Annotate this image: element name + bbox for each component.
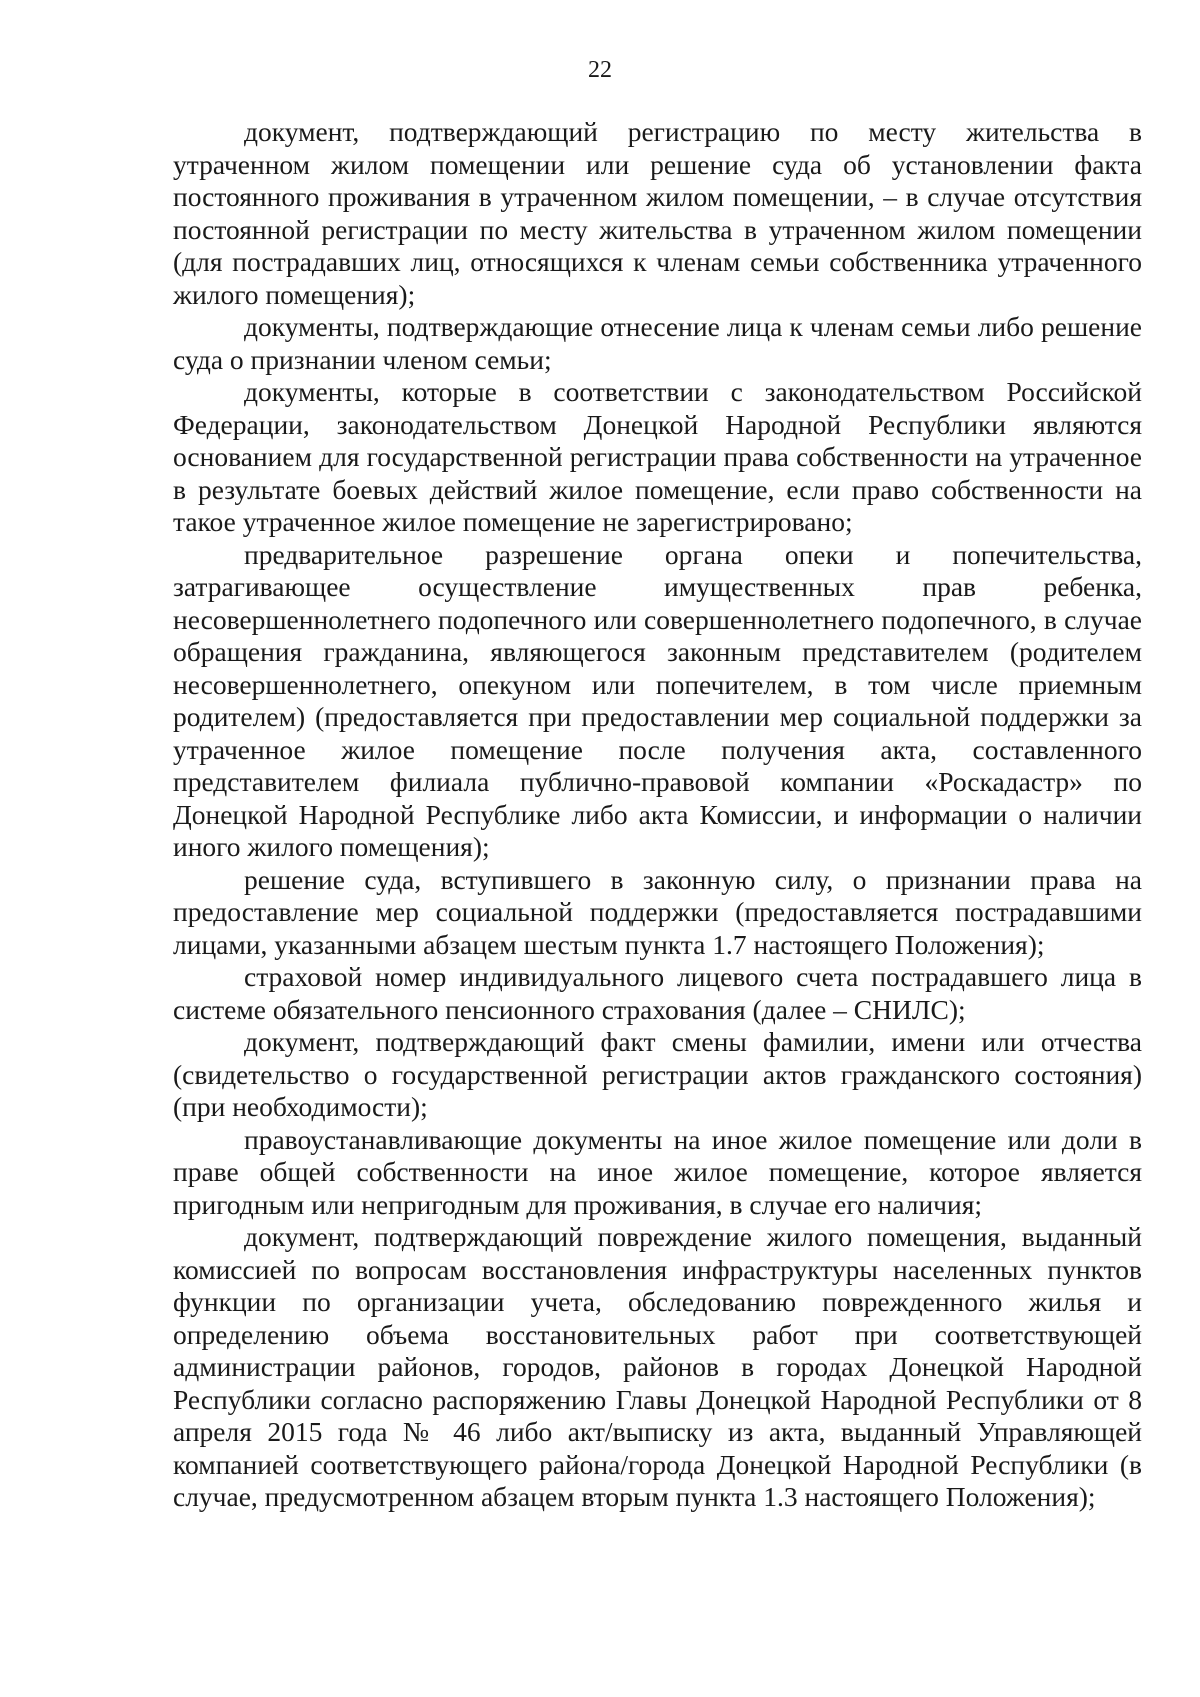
paragraph-registration-document: документ, подтверждающий регистрацию по месту жительства в утраченном жилом помещении или решение суда об установлении факта постоянного проживания в утраченном жилом помещении, – в случае отсутствия постоянной регистрации по месту жительства в утраченном жилом помещении (для пострадавших лиц, относящихся к членам семьи собственника утраченного жилого помещения); [173, 116, 1142, 310]
paragraph-snils: страховой номер индивидуального лицевого счета пострадавшего лица в системе обязательного пенсионного страхования (далее – СНИЛС); [173, 961, 1142, 1025]
paragraph-guardianship-permission: предварительное разрешение органа опеки и попечительства, затрагивающее осуществление имущественных прав ребенка, несовершеннолетнего подопечного или совершеннолетнего подопечного, в случае обращения гражданина, являющегося законным представителем (родителем несовершеннолетнего, опекуном или попечителем, в том числе приемным родителем) (предоставляется при предоставлении мер социальной поддержки за утраченное жилое помещение после получения акта, составленного представителем филиала публично-правовой компании «Роскадастр» по Донецкой Народной Республике либо акта Комиссии, и информации о наличии иного жилого помещения); [173, 538, 1142, 862]
paragraph-family-membership-documents: документы, подтверждающие отнесение лица к членам семьи либо решение суда о признании членом семьи; [173, 311, 1142, 375]
page-number: 22 [588, 57, 612, 83]
paragraph-other-housing-documents: правоустанавливающие документы на иное жилое помещение или доли в праве общей собственности на иное жилое помещение, которое является пригодным или непригодным для проживания, в случае его наличия; [173, 1123, 1142, 1220]
paragraph-name-change-document: документ, подтверждающий факт смены фамилии, имени или отчества (свидетельство о государственной регистрации актов гражданского состояния) (при необходимости); [173, 1026, 1142, 1122]
document-body [173, 116, 1142, 1514]
paragraph-ownership-documents: документы, которые в соответствии с законодательством Российской Федерации, законодательством Донецкой Народной Республики являются основанием для государственной регистрации права собственности на утраченное в результате боевых действий жилое помещение, если право собственности на такое утраченное жилое помещение не зарегистрировано; [173, 376, 1142, 537]
paragraph-damage-confirmation: документ, подтверждающий повреждение жилого помещения, выданный комиссией по вопросам восстановления инфраструктуры населенных пунктов функции по организации учета, обследованию поврежденного жилья и определению объема восстановительных работ при соответствующей администрации районов, городов, районов в городах Донецкой Народной Республики согласно распоряжению Главы Донецкой Народной Республики от 8 апреля 2015 года № 46 либо акт/выписку из акта, выданный Управляющей компанией соответствующего района/города Донецкой Народной Республики (в случае, предусмотренном абзацем вторым пункта 1.3 настоящего Положения); [173, 1221, 1142, 1512]
paragraph-court-decision: решение суда, вступившего в законную силу, о признании права на предоставление мер социальной поддержки (предоставляется пострадавшими лицами, указанными абзацем шестым пункта 1.7 настоящего Положения); [173, 863, 1142, 960]
